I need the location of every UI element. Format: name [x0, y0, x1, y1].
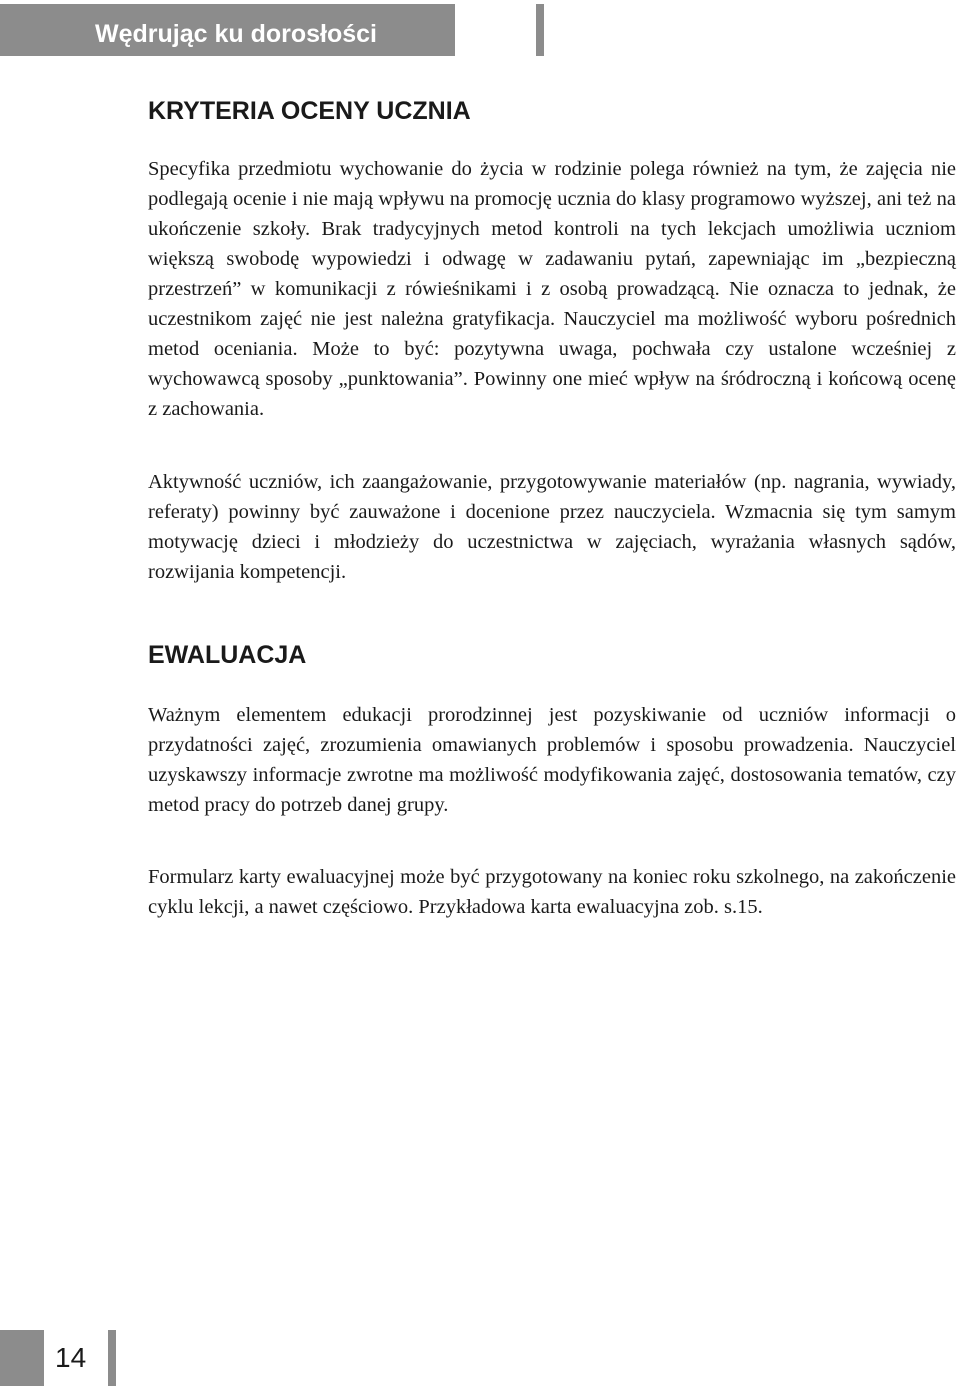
paragraph-kryteria-1: Specyfika przedmiotu wychowanie do życia w rodzinie polega również na tym, że zajęcia nie podlegają ocenie i nie mają wpływu na promocję ucznia do klasy programowo wyższej, ani też na ukończenie szkoły. Brak tradycyjnych metod kontroli na tych lekcjach umożliwia uczniom większą swobodę wypowiedzi i odwagę w zadawaniu pytań, zapewniając im „bezpieczną przestrzeń” w komunikacji z rówieśnikami i z osobą prowadzącą. Nie oznacza to jednak, że uczestnikom zajęć nie jest należna gratyfikacja. Nauczyciel ma możliwość wyboru pośrednich metod oceniania. Może to być: pozytywna uwaga, pochwała czy ustalone wcześniej z wychowawcą sposoby „punktowania”. Powinny one mieć wpływ na śródroczną i końcową ocenę z zachowania. [148, 158, 956, 420]
header-band [0, 4, 455, 56]
running-header-title: Wędrując ku dorosłości [95, 20, 378, 48]
page-number: 14 [55, 1342, 87, 1373]
section-heading-ewaluacja: EWALUACJA [148, 641, 307, 669]
footer-marker [108, 1330, 116, 1386]
paragraph-ewaluacja-1: Ważnym elementem edukacji prorodzinnej jest pozyskiwanie od uczniów informacji o przydatności zajęć, zrozumienia omawianych problemów i sposobu prowadzenia. Nauczyciel uzyskawszy informacje zwrotne ma możliwość modyfikowania zajęć, dostosowania tematów, czy metod pracy do potrzeb danej grupy. [148, 704, 956, 816]
paragraph-ewaluacja-2: Formularz karty ewaluacyjnej może być przygotowany na koniec roku szkolnego, na zakończenie cyklu lekcji, a nawet częściowo. Przykładowa karta ewaluacyjna zob. s.15. [148, 866, 956, 918]
footer-band [0, 1330, 44, 1386]
section-heading-kryteria: KRYTERIA OCENY UCZNIA [148, 97, 471, 125]
paragraph-kryteria-2: Aktywność uczniów, ich zaangażowanie, przygotowywanie materiałów (np. nagrania, wywiady, referaty) powinny być zauważone i docenione przez nauczyciela. Wzmacnia się tym samym motywację dzieci i młodzieży do uczestnictwa w zajęciach, wyrażania własnych sądów, rozwijania kompetencji. [148, 471, 956, 583]
header-marker [536, 4, 544, 56]
